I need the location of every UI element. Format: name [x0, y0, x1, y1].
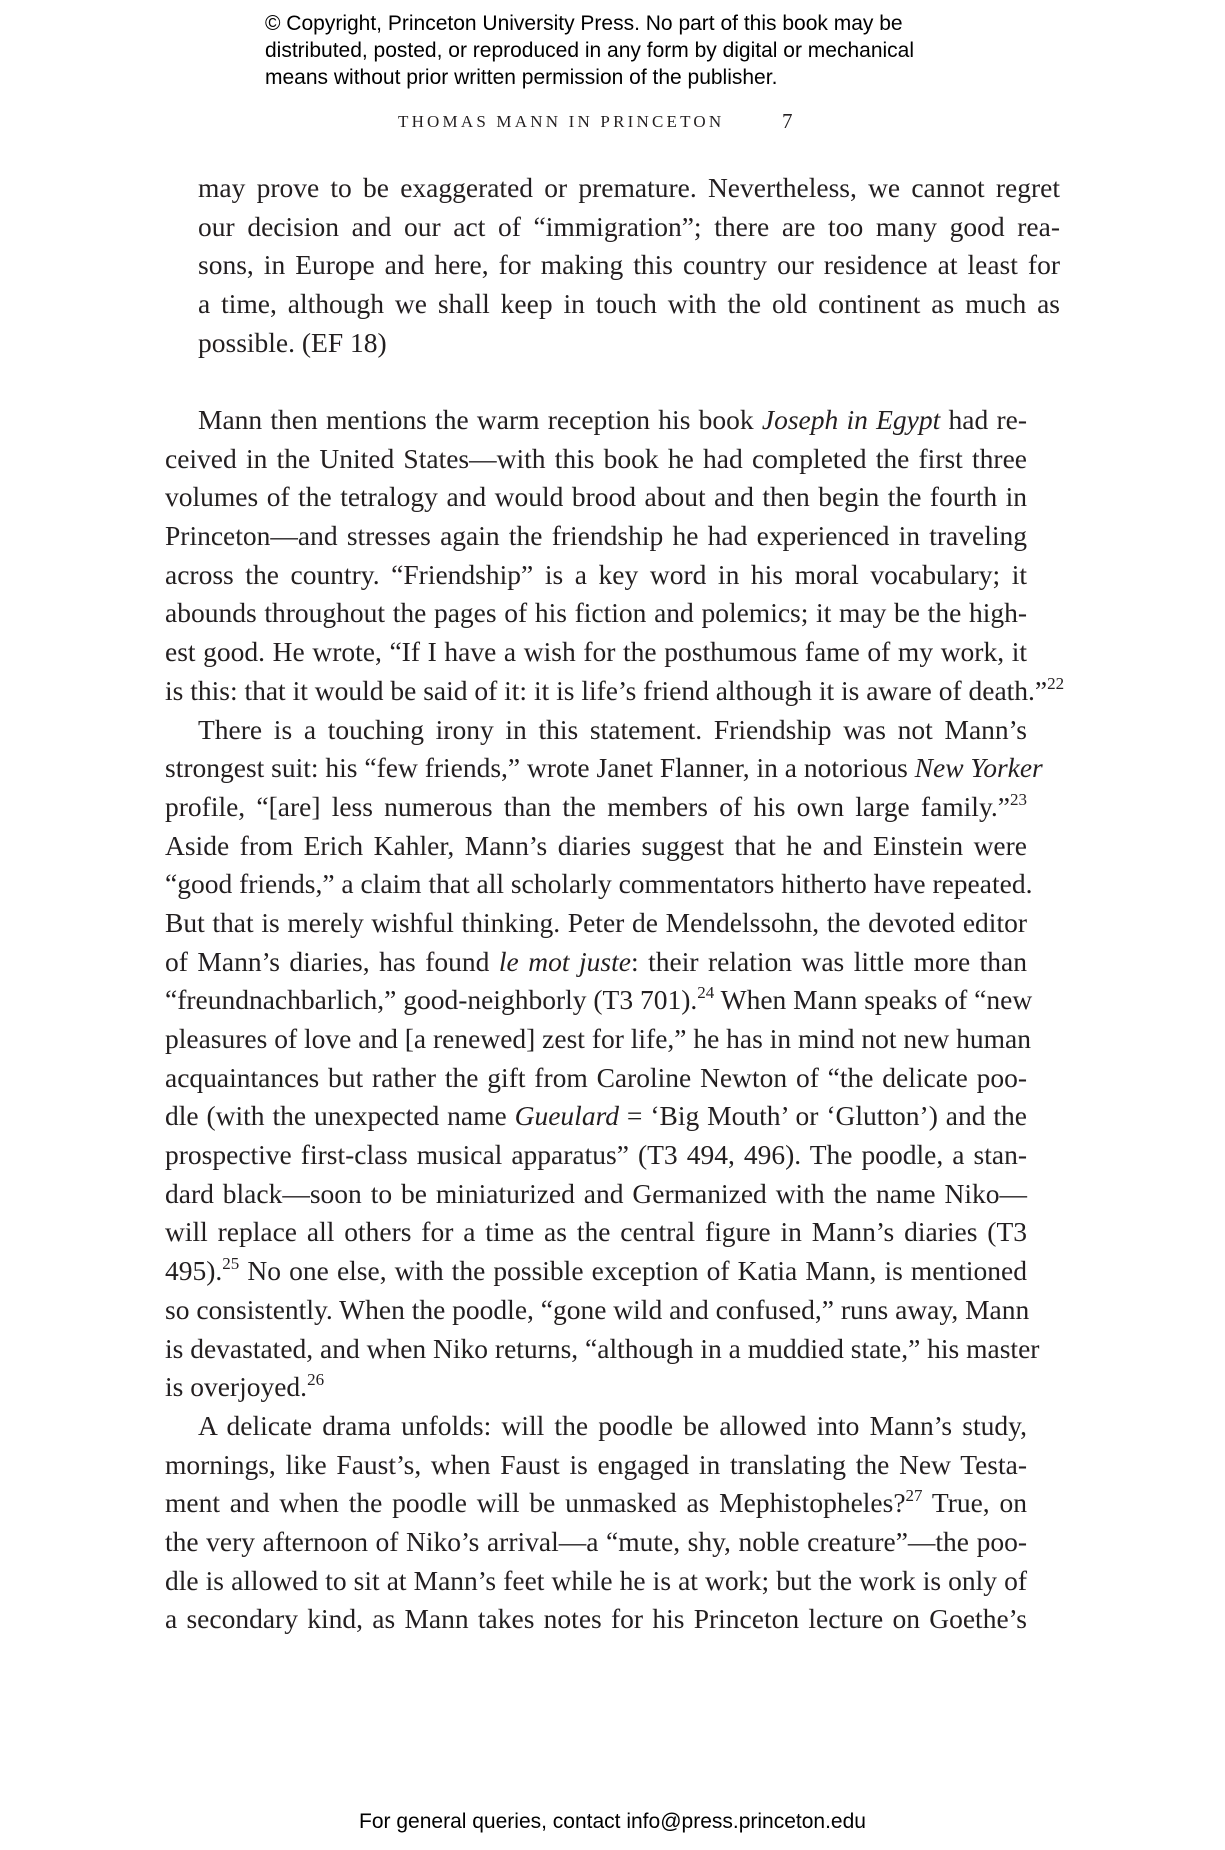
quote-line: sons, in Europe and here, for making this country our residence at least for: [198, 249, 1060, 281]
paragraph-line: volumes of the tetralogy and would brood about and then begin the fourth in: [165, 481, 1027, 513]
text-run: No one else, with the possible exception of Katia Mann, is mentioned: [239, 1255, 1027, 1287]
paragraph-line: dard black—soon to be miniaturized and Germanized with the name Niko—: [165, 1177, 1027, 1209]
copyright-line: distributed, posted, or reproduced in any form by digital or mechanical: [265, 39, 915, 62]
text-run: When Mann speaks of “new: [714, 984, 1033, 1016]
paragraph-line: acquaintances but rather the gift from Caroline Newton of “the delicate poo-: [165, 1061, 1027, 1093]
text-run: is this: that it would be said of it: it is life’s friend although it is aware of death.”: [165, 674, 1048, 706]
text-run: strongest suit: his “few friends,” wrote Janet Flanner, in a notorious: [165, 752, 915, 784]
footnote-ref: 23: [1010, 789, 1027, 809]
paragraph-line: [165, 749, 1043, 788]
paragraph-line: will replace all others for a time as the central figure in Mann’s diaries (T3: [165, 1216, 1027, 1248]
paragraph-line: “good friends,” a claim that all scholarly commentators hitherto have repeated.: [165, 868, 1033, 900]
quote-line: may prove to be exaggerated or premature. Nevertheless, we cannot regret: [198, 172, 1060, 203]
paragraph-line: But that is merely wishful thinking. Peter de Mendelssohn, the devoted editor: [165, 906, 1027, 938]
copyright-line: © Copyright, Princeton University Press. No part of this book may be: [265, 12, 903, 35]
text-run: is overjoyed.: [165, 1371, 308, 1403]
text-run: of Mann’s diaries, has found: [165, 945, 499, 977]
paragraph-line: prospective first-class musical apparatus” (T3 494, 496). The poodle, a stan-: [165, 1139, 1027, 1171]
paragraph-line: [165, 672, 1065, 711]
paragraph-line: There is a touching irony in this statement. Friendship was not Mann’s: [198, 713, 1027, 745]
footnote-ref: 22: [1047, 673, 1065, 693]
paragraph-line: [165, 981, 1033, 1020]
book-title: Joseph in Egypt: [761, 404, 941, 435]
paragraph-line: Princeton—and stresses again the friendship he had experienced in traveling: [165, 520, 1027, 552]
copyright-notice: [265, 10, 1025, 91]
paragraph-line: mornings, like Faust’s, when Faust is engaged in translating the New Testa-: [165, 1448, 1027, 1480]
text-run: : their relation was little more than: [630, 945, 1027, 977]
paragraph-line: Aside from Erich Kahler, Mann’s diaries suggest that he and Einstein were: [165, 829, 1027, 861]
copyright-line: means without prior written permission of the publisher.: [265, 66, 778, 89]
paragraph-line: est good. He wrote, “If I have a wish for the posthumous fame of my work, it: [165, 636, 1027, 668]
footnote-ref: 27: [905, 1486, 923, 1506]
footnote-ref: 26: [307, 1370, 325, 1390]
paragraph-line: [165, 1368, 1027, 1407]
paragraph-line: pleasures of love and [a renewed] zest for life,” he has in mind not new human: [165, 1023, 1031, 1054]
paragraph-line: across the country. “Friendship” is a key word in his moral vocabulary; it: [165, 558, 1027, 590]
text-run: had re-: [940, 404, 1027, 435]
paragraph-line: [165, 1484, 1027, 1523]
magazine-title: New Yorker: [914, 752, 1043, 784]
paragraph-line: a secondary kind, as Mann takes notes for his Princeton lecture on Goethe’s: [165, 1603, 1027, 1635]
italic-name: Gueulard: [514, 1100, 619, 1132]
paragraph-line: A delicate drama unfolds: will the poodle be allowed into Mann’s study,: [198, 1409, 1027, 1441]
block-quote: [165, 169, 1060, 362]
quote-line: a time, although we shall keep in touch with the old continent as much as: [198, 288, 1060, 320]
quote-line: our decision and our act of “immigration”; there are too many good rea-: [198, 210, 1060, 242]
quote-line: possible. (EF 18): [198, 326, 387, 358]
italic-phrase: le mot juste: [498, 945, 631, 977]
paragraph-line: ceived in the United States—with this book he had completed the first three: [165, 442, 1027, 474]
footnote-ref: 25: [222, 1254, 240, 1274]
footnote-ref: 24: [697, 983, 715, 1003]
paragraph-line: [165, 1252, 1027, 1291]
paragraph-line: abounds throughout the pages of his fiction and polemics; it may be the high-: [165, 597, 1027, 629]
body-text: [165, 401, 1065, 1639]
paragraph-line: the very afternoon of Niko’s arrival—a “mute, shy, noble creature”—the poo-: [165, 1525, 1027, 1557]
text-run: profile, “[are] less numerous than the members of his own large family.”: [165, 790, 1010, 822]
paragraph-line: so consistently. When the poodle, “gone wild and confused,” runs away, Mann: [165, 1293, 1030, 1325]
paragraph-line: [165, 788, 1027, 827]
text-run: True, on: [922, 1487, 1028, 1519]
text-run: Mann then mentions the warm reception his book: [198, 404, 762, 435]
text-run: ment and when the poodle will be unmasked as Mephistopheles?: [165, 1487, 906, 1519]
text-run: 495).: [165, 1255, 223, 1287]
paragraph-line: [165, 1097, 1027, 1136]
text-run: dle (with the unexpected name: [165, 1100, 515, 1132]
paragraph-line: is devastated, and when Niko returns, “although in a muddied state,” his master: [165, 1332, 1040, 1364]
paragraph-line: dle is allowed to sit at Mann’s feet while he is at work; but the work is only of: [165, 1564, 1027, 1596]
paragraph-line: [165, 401, 1027, 440]
text-run: “freundnachbarlich,” good-neighborly (T3 701).: [165, 984, 698, 1016]
paragraph-line: [165, 943, 1027, 982]
running-head-title: THOMAS MANN IN PRINCETON: [398, 112, 725, 131]
page-number: 7: [782, 109, 793, 133]
text-run: = ‘Big Mouth’ or ‘Glutton’) and the: [619, 1100, 1027, 1132]
footer-contact: For general queries, contact info@press.princeton.edu: [359, 1810, 866, 1833]
